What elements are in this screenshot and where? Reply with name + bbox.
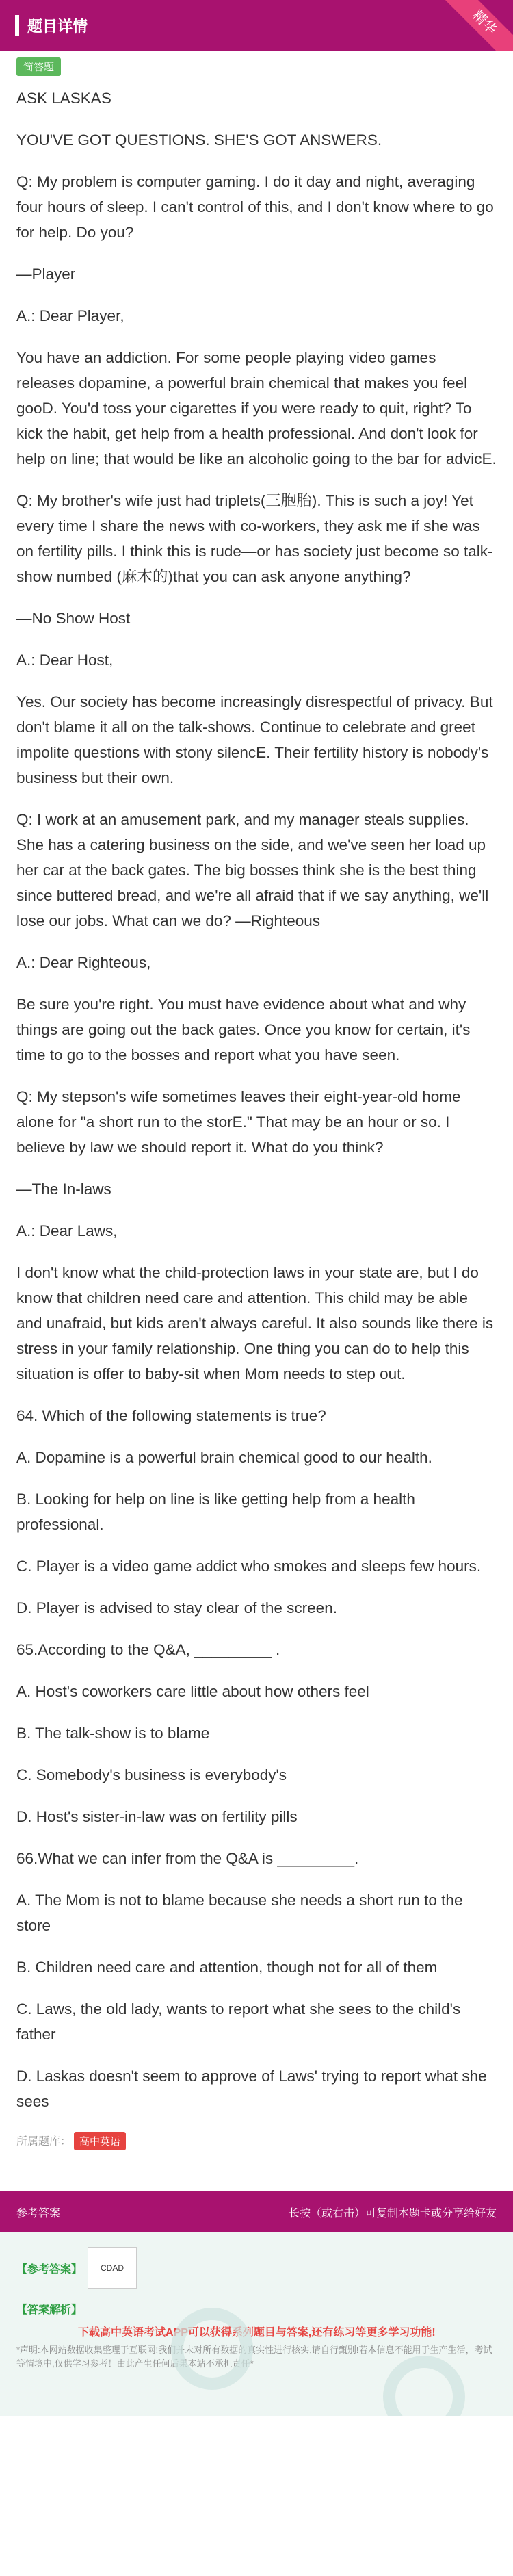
passage-paragraph: C. Somebody's business is everybody's <box>16 1766 287 1783</box>
passage-paragraph: C. Laws, the old lady, wants to report what she sees to the child's father <box>16 2000 461 2043</box>
passage-paragraph: B. Children need care and attention, though not for all of them <box>16 1959 438 1976</box>
passage-paragraph: D. Player is advised to stay clear of the screen. <box>16 1599 337 1617</box>
passage-paragraph: Q: My stepson's wife sometimes leaves their eight-year-old home alone for "a short run to the storE." That may be an hour or so. I believe by law we should report it. What do you think? <box>16 1088 461 1156</box>
passage-paragraph: B. The talk-show is to blame <box>16 1725 210 1742</box>
passage-paragraph: Q: I work at an amusement park, and my manager steals supplies. She has a catering business on the side, and we've seen her load up her car at the back gates. The big bosses think she is the best thing since buttered bread, and we're all afraid that if we say anything, we'll lose our jobs. What can we do? —Righteous <box>16 811 489 929</box>
answer-bar <box>0 2191 513 2232</box>
passage-paragraph: B. Looking for help on line is like getting help from a health professional. <box>16 1491 415 1533</box>
question-content <box>0 51 513 2191</box>
source-label: 所属题库： <box>16 2136 72 2148</box>
passage-paragraph: 65.According to the Q&A, _________ . <box>16 1641 280 1658</box>
passage-paragraph: D. Host's sister-in-law was on fertility pills <box>16 1808 298 1825</box>
app-promo[interactable]: 下载高中英语考试APP可以获得系列题目与答案,还有练习等更多学习功能! <box>78 2327 436 2339</box>
passage-paragraph: Q: My problem is computer gaming. I do it day and night, averaging four hours of sleep. I can't control of this, and I don't know where to go for help. Do you? <box>16 173 494 241</box>
passage-paragraph: 66.What we can infer from the Q&A is _________. <box>16 1850 359 1867</box>
passage-paragraph: Be sure you're right. You must have evidence about what and why things are going out the back gates. Once you know for certain, it's time to go to the bosses and report what you have seen. <box>16 996 471 1064</box>
passage <box>16 86 497 2114</box>
passage-paragraph: A.: Dear Player, <box>16 307 124 324</box>
passage-paragraph: I don't know what the child-protection laws in your state are, but I do know that children need care and attention. This child may be able and unafraid, but kids aren't always careful. It also sounds like there is stress in your family relationship. One thing you can do to help this situation is offer to baby-sit when Mom needs to step out. <box>16 1264 494 1382</box>
passage-paragraph: A. Dopamine is a powerful brain chemical good to our health. <box>16 1449 432 1466</box>
passage-paragraph: D. Laskas doesn't seem to approve of Laws' trying to report what she sees <box>16 2068 487 2110</box>
source-badge[interactable]: 高中英语 <box>74 2132 126 2150</box>
passage-paragraph: —No Show Host <box>16 610 131 627</box>
passage-paragraph: 64. Which of the following statements is true? <box>16 1407 326 1424</box>
passage-paragraph: Q: My brother's wife just had triplets(三胞胎). This is such a joy! Yet every time I share the news with co-workers, they ask me if she was on fertility pills. I think this is rude—or has society just become so talk-show numbed (麻木的)that you can ask anyone anything? <box>16 492 493 585</box>
page-header <box>0 0 513 51</box>
featured-ribbon: 精华 <box>437 0 513 51</box>
disclaimer: *声明:本网站数据收集整理于互联网!我们并未对所有数据的真实性进行核实,请自行甄别!若本信息不能用于生产生活，考试等情境中,仅供学习参考！由此产生任何后果本站不承担责任* <box>16 2345 492 2369</box>
answer-bar-title: 参考答案 <box>16 2207 61 2219</box>
answer-bar-hint[interactable]: 长按（或右击）可复制本题卡或分享给好友 <box>288 2207 497 2219</box>
passage-paragraph: ASK LASKAS <box>16 90 111 107</box>
question-type-badge: 简答题 <box>16 57 61 76</box>
passage-paragraph: A.: Dear Righteous, <box>16 954 151 971</box>
reference-answer-label: 【参考答案】 <box>16 2263 83 2276</box>
analysis-label: 【答案解析】 <box>16 2304 83 2316</box>
passage-paragraph: YOU'VE GOT QUESTIONS. SHE'S GOT ANSWERS. <box>16 131 382 149</box>
reference-answer-row <box>16 2247 497 2289</box>
page-title: 题目详情 <box>27 17 88 35</box>
passage-paragraph: C. Player is a video game addict who smokes and sleeps few hours. <box>16 1558 482 1575</box>
passage-paragraph: —Player <box>16 266 76 283</box>
passage-paragraph: A.: Dear Host, <box>16 652 114 669</box>
passage-paragraph: A. Host's coworkers care little about how others feel <box>16 1683 369 1700</box>
passage-paragraph: You have an addiction. For some people playing video games releases dopamine, a powerful brain chemical that makes you feel gooD. You'd toss your cigarettes if you were ready to quit, right? To kick the habit, get help from a health professional. And don't look for help on line; that would be like an alcoholic going to the bar for advicE. <box>16 349 497 467</box>
passage-paragraph: A.: Dear Laws, <box>16 1222 118 1239</box>
passage-paragraph: A. The Mom is not to blame because she needs a short run to the store <box>16 1892 463 1934</box>
header-accent-bar <box>15 15 19 36</box>
question-source <box>16 2130 497 2191</box>
answer-area <box>0 2232 513 2416</box>
watermark-logo <box>171 2308 253 2390</box>
answer-image: CDAD <box>88 2247 137 2289</box>
passage-paragraph: —The In-laws <box>16 1181 111 1198</box>
passage-paragraph: Yes. Our society has become increasingly disrespectful of privacy. But don't blame it all on the talk-shows. Continue to celebrate and greet impolite questions with stony silencE. Their fertility history is nobody's business but their own. <box>16 693 493 786</box>
analysis-row <box>16 2301 497 2317</box>
